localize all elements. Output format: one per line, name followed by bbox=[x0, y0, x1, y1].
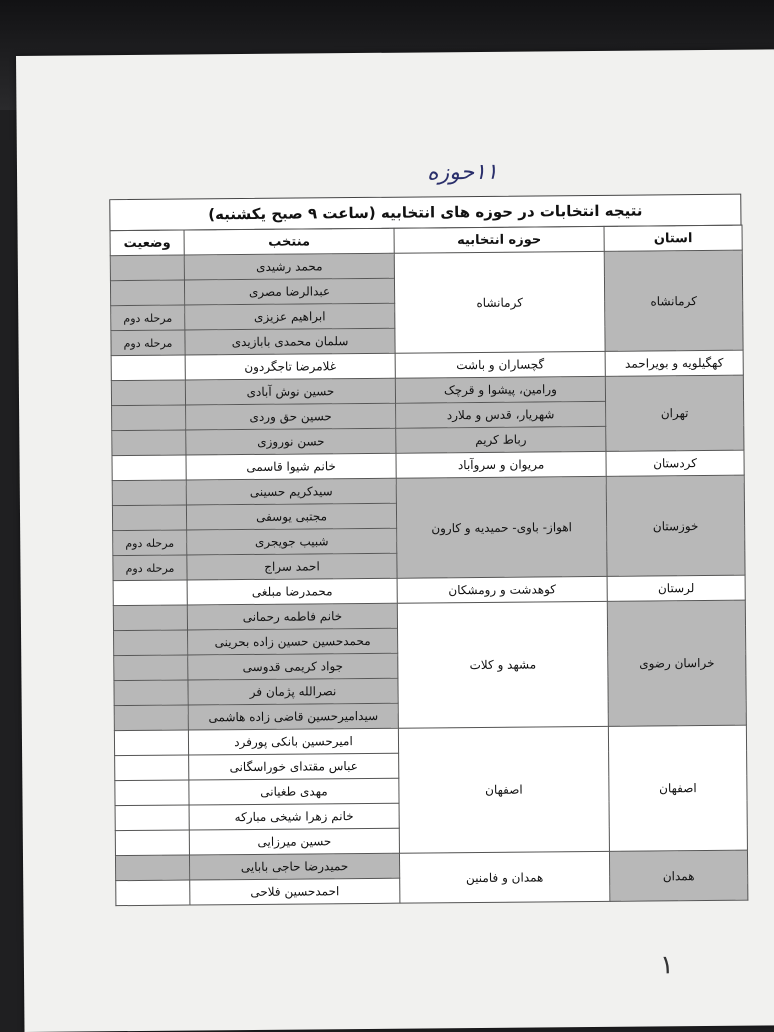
elected-cell: عباس مقتدای خوراسگانی bbox=[189, 753, 399, 780]
status-cell bbox=[110, 255, 184, 281]
elected-cell: نصرالله پژمان فر bbox=[188, 678, 398, 705]
table-row bbox=[115, 850, 747, 881]
elected-cell: محمدحسین حسین زاده بحرینی bbox=[188, 628, 398, 655]
header-status: وضعیت bbox=[110, 230, 184, 256]
province-cell: اصفهان bbox=[608, 725, 747, 851]
status-cell bbox=[115, 855, 189, 881]
status-cell bbox=[112, 430, 186, 456]
elected-cell: مهدی طغیانی bbox=[189, 778, 399, 805]
status-cell: مرحله دوم bbox=[111, 305, 185, 331]
status-cell: مرحله دوم bbox=[111, 330, 185, 356]
elected-cell: خانم فاطمه رحمانی bbox=[187, 603, 397, 630]
elected-cell: حمیدرضا حاجی بابایی bbox=[189, 853, 399, 880]
results-sheet bbox=[109, 194, 747, 943]
status-cell bbox=[112, 405, 186, 431]
status-cell bbox=[114, 630, 188, 656]
status-cell bbox=[116, 880, 190, 906]
province-cell: همدان bbox=[609, 850, 747, 901]
elected-cell: حسین نوش آبادی bbox=[185, 378, 395, 405]
province-cell: تهران bbox=[605, 375, 744, 451]
table-row bbox=[110, 250, 742, 281]
status-cell bbox=[115, 830, 189, 856]
status-cell bbox=[114, 655, 188, 681]
province-cell: لرستان bbox=[607, 575, 745, 601]
status-cell bbox=[111, 380, 185, 406]
district-cell: اصفهان bbox=[398, 726, 609, 853]
status-cell bbox=[112, 480, 186, 506]
table-row bbox=[111, 375, 743, 406]
district-cell: رباط کریم bbox=[396, 426, 606, 453]
province-cell: خراسان رضوی bbox=[607, 600, 746, 726]
table-row bbox=[114, 725, 746, 756]
status-cell bbox=[114, 730, 188, 756]
header-district: حوزه انتخابیه bbox=[394, 226, 604, 253]
status-cell bbox=[113, 580, 187, 606]
elected-cell: سیدکریم حسینی bbox=[186, 478, 396, 505]
status-cell bbox=[112, 455, 186, 481]
status-cell bbox=[115, 755, 189, 781]
district-cell: شهریار، قدس و ملارد bbox=[396, 401, 606, 428]
elected-cell: حسین حق وردی bbox=[186, 403, 396, 430]
status-cell: مرحله دوم bbox=[113, 530, 187, 556]
status-cell bbox=[110, 280, 184, 306]
elected-cell: عبدالرضا مصری bbox=[184, 278, 394, 305]
elected-cell: محمد رشیدی bbox=[184, 253, 394, 280]
elected-cell: امیرحسین بانکی پورفرد bbox=[188, 728, 398, 755]
header-province: استان bbox=[604, 225, 742, 251]
district-cell: مریوان و سروآباد bbox=[396, 451, 606, 478]
status-cell bbox=[115, 805, 189, 831]
status-cell bbox=[113, 605, 187, 631]
province-cell: کرمانشاه bbox=[604, 250, 743, 351]
document-page bbox=[16, 49, 774, 1032]
elected-cell: سیدامیرحسین قاضی زاده هاشمی bbox=[188, 703, 398, 730]
elected-cell: محمدرضا مبلغی bbox=[187, 578, 397, 605]
district-cell: همدان و فامنین bbox=[399, 851, 609, 903]
province-cell: کردستان bbox=[606, 450, 744, 476]
district-cell: اهواز- باوی- حمیدیه و کارون bbox=[396, 476, 607, 578]
page-number: ۱ bbox=[659, 950, 675, 981]
district-cell: ورامین، پیشوا و قرچک bbox=[395, 376, 605, 403]
district-cell: مشهد و کلات bbox=[397, 601, 608, 728]
status-cell bbox=[114, 680, 188, 706]
status-cell bbox=[114, 705, 188, 731]
district-cell: کوهدشت و رومشکان bbox=[397, 576, 607, 603]
district-cell: کرمانشاه bbox=[394, 251, 605, 353]
elected-cell: جواد کریمی قدوسی bbox=[188, 653, 398, 680]
elected-cell: سلمان محمدی بابازیدی bbox=[185, 328, 395, 355]
province-cell: کهگیلویه و بویراحمد bbox=[605, 350, 743, 376]
elected-cell: ابراهیم عزیزی bbox=[185, 303, 395, 330]
handwritten-note: ۱۱حوزه bbox=[426, 159, 498, 186]
status-cell bbox=[112, 505, 186, 531]
results-table bbox=[110, 225, 749, 906]
elected-cell: شبیب جویجری bbox=[187, 528, 397, 555]
elected-cell: احمد سراج bbox=[187, 553, 397, 580]
header-elected: منتخب bbox=[184, 228, 394, 255]
status-cell: مرحله دوم bbox=[113, 555, 187, 581]
elected-cell: خانم شیوا قاسمی bbox=[186, 453, 396, 480]
table-title: نتیجه انتخابات در حوزه های انتخابیه (ساعت ۹ صبح یکشنبه) bbox=[109, 194, 741, 232]
elected-cell: خانم زهرا شیخی مبارکه bbox=[189, 803, 399, 830]
elected-cell: مجتبی یوسفی bbox=[186, 503, 396, 530]
elected-cell: حسین میرزایی bbox=[189, 828, 399, 855]
table-row bbox=[112, 475, 744, 506]
elected-cell: احمدحسین فلاحی bbox=[190, 878, 400, 905]
status-cell bbox=[115, 780, 189, 806]
elected-cell: حسن نوروزی bbox=[186, 428, 396, 455]
district-cell: گچساران و باشت bbox=[395, 351, 605, 378]
province-cell: خوزستان bbox=[606, 475, 745, 576]
elected-cell: غلامرضا تاجگردون bbox=[185, 353, 395, 380]
table-row bbox=[113, 600, 745, 631]
status-cell bbox=[111, 355, 185, 381]
